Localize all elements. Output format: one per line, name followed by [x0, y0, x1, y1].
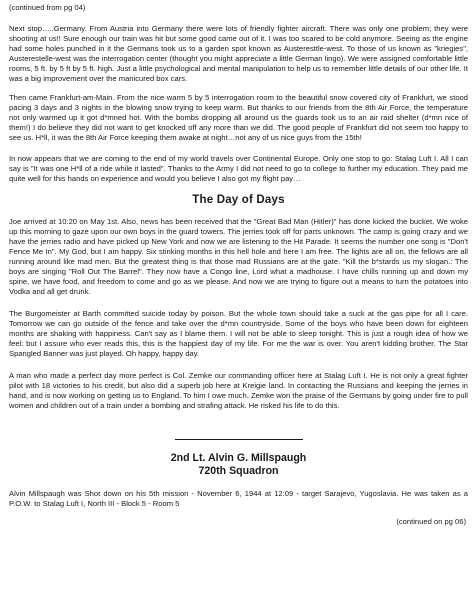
paragraph-stalag-luft: In now appears that we are coming to the end of my world travels over Continental Europe. Only one stop to go: Stalag Luft I. All I can say is "It was one H*ll of a ride while it lasted". Thanks to the Army I did not need to go to college to further my education. They paid me quite well for this hands on experience and would you believe I also got my flight pay…	[9, 153, 468, 183]
author-name: 2nd Lt. Alvin G. Millspaugh	[170, 452, 307, 465]
paragraph-author-note: Alvin Millspaugh was Shot down on his 5th mission - November 6, 1944 at 12:09 - target Sarajevo, Yugoslavia. He was taken as a P.O.W. to Stalag Luft I, North III - Block 5 - Room 5	[9, 489, 468, 509]
section-heading: The Day of Days	[192, 193, 285, 206]
paragraph-frankfurt: Then came Frankfurt-am-Main. From the nice warm 5 by 5 interrogation room to the beautiful snow covered city of Frankfurt, we stood pacing 3 days and 3 nights in the blowing snow trying to keep warm. But thanks to our friends from the 8th Air Force, the temperature not only warmed up it got d*mned hot. With the bombs dropping all around us the guards took us to an air raid shelter (d*mn nice of them!) I do believe they did not want to get knocked off any more than we did. The good people of Frankfurt did not seem too happy to see us. H*ll, it was the 8th Air Force keeping them awake at night…not any of us nice guys from the 15th!	[9, 92, 468, 142]
continued-on-note: (continued on pg 06)	[396, 517, 466, 527]
author-squadron: 720th Squadron	[198, 465, 279, 478]
author-signature	[9, 452, 468, 478]
paragraph-liberation: Joe arrived at 10:20 on May 1st. Also, news has been received that the "Great Bad Man (Hitler)" has done kicked the bucket. We woke up this morning to gaze upon our own boys in the guard towers. The jerries took off for parts unknown. The camp is going crazy and we have the jerries radio and have picked up New York and now we are listening to the Hit Parade. It seems the number one song is "Don't Fence Me In". My God, but I am happy. Six stinking months in this hell hole and here I am free. The lights are all on, the fellows are all running around like mad men. But the greatest thing is that those mad Russians are at the gate. "Kill the b*stards us my slogan.: The boys are singing "Roll Out The Barrel". They now have a Congo line, Lord what a madhouse. I have chills running up and down my spine, we have food, and freedom to come and go as we please. And now we are trying to figure out a means to turn the potatoes into Vodka and all get drunk.	[9, 216, 468, 297]
paragraph-zemke: A man who made a perfect day more perfect is Col. Zemke our commanding officer here at Stalag Luft I. He is not only a great fighter pilot with 18 victories to his credit, but also did a superb job here at Kreigie land. In contacting the Russians and keeping the jerries in hand, and is now working on getting us to England. To him I owe much. Zemke won the praise of the Germans by going under fire to pull women and children out of a train under a bombing and strafing attack. He risked his life to do this.	[9, 371, 468, 411]
divider-line	[175, 439, 303, 440]
paragraph-germany: Next stop…..Germany. From Austria into Germany there were lots of friendly fighter aircraft. There was only one problem; they were shooting at us!! Sure enough our train was hit but some good came out of it. I was too scared to be cold anymore. Seeing as the engine had some holes punched in it the Germans took us to a garden spot known as Austeresttle-west. To those of us known as "kriegies", Austerestelle-west was the interrogation center (thought you might appreciate a little German lingo). We were assigned comfortable little rooms, 5 ft. by 5 ft by 5 ft. high. Just a little psychological and mental manipulation to help us to remember little details of our other life. It was a big improvement over the manicured box cars.	[9, 23, 468, 83]
paragraph-burgomeister: The Burgomeister at Barth committed suicide today by poison. But the whole town should take a suck at the gas pipe for all I care. Tomorrow we can go outside of the fence and take over the d*mn countryside. Some of the boys who have been down for eighteen months are shaking with happiness. Can't say as I blame them. I will not be able to sleep tonight. This is just a rough idea of how we feel: but I assure who ever reads this, this is the happiest day of my life. For me the war is over. You aren't kidding brother. The Star Spangled Banner was just played. Oh happy, happy day.	[9, 309, 468, 359]
continued-from-note: (continued from pg 04)	[9, 3, 86, 12]
